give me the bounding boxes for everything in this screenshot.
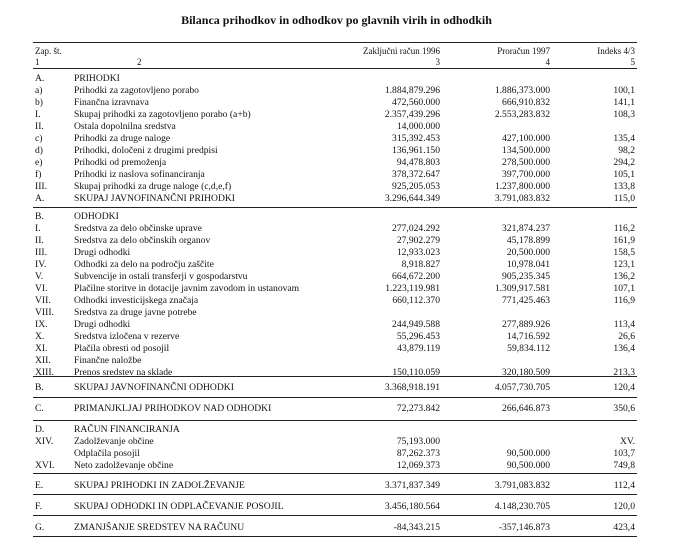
row-label: Plačila obresti od posojil [74,343,170,354]
row-label: Prihodki, določeni z drugimi predpisi [74,145,218,156]
row-value-1996: 3.368,918.191 [384,382,440,393]
row-index: 141,1 [613,97,635,108]
row-value-1996: 925,205.053 [392,181,440,192]
header-label-num: 2 [137,57,142,67]
table-row [0,460,673,471]
row-value-1996: 244,949.588 [392,319,440,330]
row-code: XIV. [35,436,54,447]
row-code: F. [35,501,42,512]
row-code: a) [35,85,43,96]
row-code: f) [35,169,42,180]
row-code: b) [35,97,43,108]
row-value-1997: 90,500.000 [506,448,550,459]
row-label: Sredstva za delo občinskih organov [74,235,211,246]
table-row [0,145,673,156]
row-value-1996: 3.296,644.349 [384,193,440,204]
table-row [0,259,673,270]
table-row [0,424,673,435]
rule-after-g [33,536,637,537]
row-code: X. [35,331,45,342]
table-row [0,295,673,306]
rule-after-b-total [33,397,637,398]
row-index: 136,2 [613,271,635,282]
row-label: SKUPAJ ODHODKI IN ODPLAČEVANJE POSOJIL [74,501,284,512]
row-label: Skupaj prihodki za druge naloge (c,d,e,f) [74,181,232,192]
row-label: Odplačila posojil [74,448,140,459]
row-code: B. [35,211,44,222]
row-label: SKUPAJ PRIHODKI IN ZADOLŽEVANJE [74,480,245,491]
row-value-1996: 75,193.000 [396,436,440,447]
rule-after-d [33,473,637,474]
row-index: 213,3 [613,367,635,378]
row-index: 120,4 [613,382,635,393]
header-v3-num: 5 [630,57,635,67]
header-v3: Indeks 4/3 [597,46,635,56]
row-value-1997: 666,910.832 [502,97,550,108]
header-code: Zap. št. [35,46,62,56]
row-label: Drugi odhodki [74,247,131,258]
row-code: XI. [35,343,48,354]
row-label: ZMANJŠANJE SREDSTEV NA RAČUNU [74,522,245,533]
row-value-1996: 2.357,439.296 [384,109,440,120]
row-label: ODHODKI [74,211,119,222]
row-index: 108,3 [613,109,635,120]
rule-header-top [33,42,637,43]
row-label: Prihodki za zagotovljeno porabo [74,85,199,96]
table-row [0,283,673,294]
row-value-1997: 905,235.345 [502,271,550,282]
row-code: VI. [35,283,48,294]
table-row [0,97,673,108]
row-label: Neto zadolževanje občine [74,460,174,471]
table-row [0,235,673,246]
row-code: XVI. [35,460,55,471]
row-value-1996: 1.884,879.296 [384,85,440,96]
row-value-1996: 12,069.373 [396,460,440,471]
header-v1-num: 3 [435,57,440,67]
row-value-1996: 3.456,180.564 [384,501,440,512]
row-code: G. [35,522,45,533]
table-row [0,181,673,192]
row-code: II. [35,235,44,246]
row-index: 423,4 [613,522,635,533]
row-index: 103,7 [613,448,635,459]
row-label: PRIHODKI [74,73,120,84]
header-v2: Proračun 1997 [497,46,550,56]
row-index: 161,9 [613,235,635,246]
row-value-1996: 8,918.827 [401,259,440,270]
row-value-1996: 14,000.000 [396,121,440,132]
table-row [0,355,673,366]
row-value-1996: -84,343.215 [393,522,440,533]
table-row [0,403,673,414]
row-value-1997: 3.791,083.832 [494,480,550,491]
row-code: IX. [35,319,48,330]
row-value-1996: 150,110.059 [392,367,440,378]
row-code: IV. [35,259,47,270]
row-index: 158,5 [613,247,635,258]
row-index: 26,6 [618,331,635,342]
row-code: c) [35,133,43,144]
row-index: 133,8 [613,181,635,192]
row-value-1996: 664,672.200 [392,271,440,282]
table-row [0,247,673,258]
row-value-1997: 320,180.509 [502,367,550,378]
table-row [0,121,673,132]
row-index: 116,9 [613,295,635,306]
row-code: I. [35,223,41,234]
row-code: A. [35,73,45,84]
row-code: A. [35,193,45,204]
table-row [0,133,673,144]
row-index: 294,2 [613,157,635,168]
row-value-1997: 14,716.592 [506,331,550,342]
row-value-1997: 277,889.926 [502,319,550,330]
row-index: 116,2 [613,223,635,234]
row-value-1996: 43,879.119 [397,343,440,354]
row-value-1996: 12,933.023 [396,247,440,258]
row-value-1997: 771,425.463 [502,295,550,306]
row-value-1997: 134,500.000 [502,145,550,156]
row-value-1996: 72,273.842 [396,403,440,414]
table-row [0,223,673,234]
row-label: Sredstva za delo občinske uprave [74,223,202,234]
row-label: Ostala dopolnilna sredstva [74,121,176,132]
table-row [0,367,673,378]
row-value-1997: 2.553,283.832 [494,109,550,120]
row-code: III. [35,181,47,192]
row-index: 100,1 [613,85,635,96]
row-code: D. [35,424,45,435]
row-label: Sredstva izločena v rezerve [74,331,180,342]
row-index: 120,0 [613,501,635,512]
table-row [0,480,673,491]
row-value-1996: 472,560.000 [392,97,440,108]
row-code: VII. [35,295,51,306]
row-label: Subvencije in ostali transferji v gospodarstvu [74,271,248,282]
table-row [0,193,673,204]
rule-after-f [33,515,637,516]
row-value-1997: 1.309,917.581 [494,283,550,294]
row-value-1997: 427,100.000 [502,133,550,144]
row-value-1996: 277,024.292 [392,223,440,234]
document-title: Bilanca prihodkov in odhodkov po glavnih virih in odhodkih [181,13,492,27]
row-index: XV. [619,436,635,447]
row-value-1996: 378,372.647 [392,169,440,180]
row-value-1997: -357,146.873 [498,522,550,533]
row-value-1997: 1.886,373.000 [494,85,550,96]
row-value-1997: 45,178.899 [506,235,550,246]
row-value-1997: 20,500.000 [506,247,550,258]
row-label: SKUPAJ JAVNOFINANČNI ODHODKI [74,382,234,393]
table-row [0,522,673,533]
rule-after-c [33,420,637,421]
row-value-1997: 397,700.000 [502,169,550,180]
header-v2-num: 4 [545,57,550,67]
row-value-1996: 55,296.453 [396,331,440,342]
table-row [0,307,673,318]
row-value-1997: 1.237,800.000 [494,181,550,192]
row-value-1996: 660,112.370 [392,295,440,306]
row-code: E. [35,480,44,491]
row-index: 749,8 [613,460,635,471]
table-row [0,331,673,342]
row-code: II. [35,121,44,132]
row-label: PRIMANJKLJAJ PRIHODKOV NAD ODHODKI [74,403,272,414]
rule-header-bottom [33,68,637,69]
row-label: Prihodki od premoženja [74,157,167,168]
table-row [0,85,673,96]
row-value-1996: 315,392.453 [392,133,440,144]
header-v1: Zaključni račun 1996 [363,46,440,56]
row-value-1997: 278,500.000 [502,157,550,168]
table-row [0,436,673,447]
row-value-1996: 3.371,837.349 [384,480,440,491]
table-row [0,211,673,222]
row-label: Finančna izravnava [74,97,149,108]
row-value-1997: 321,874.237 [502,223,550,234]
header-code-num: 1 [35,57,40,67]
table-row [0,501,673,512]
row-value-1997: 4.148,230.705 [494,501,550,512]
row-label: Odhodki za delo na področju zaščite [74,259,214,270]
row-code: XII. [35,355,51,366]
row-code: e) [35,157,43,168]
table-row [0,73,673,84]
row-index: 136,4 [613,343,635,354]
row-label: Skupaj prihodki za zagotovljeno porabo (a+b) [74,109,251,120]
row-code: d) [35,145,43,156]
row-value-1996: 1.223,119.981 [385,283,440,294]
row-value-1996: 136,961.150 [392,145,440,156]
row-index: 135,4 [613,133,635,144]
row-index: 350,6 [613,403,635,414]
row-index: 107,1 [613,283,635,294]
row-index: 98,2 [618,145,635,156]
row-index: 112,4 [613,480,635,491]
row-value-1997: 10,978.041 [506,259,550,270]
row-value-1997: 59,834.112 [507,343,550,354]
row-value-1997: 4.057,730.705 [494,382,550,393]
row-label: Drugi odhodki [74,319,131,330]
row-label: RAČUN FINANCIRANJA [74,424,180,435]
table-row [0,157,673,168]
row-value-1996: 94,478.803 [396,157,440,168]
row-code: III. [35,247,47,258]
row-index: 105,1 [613,169,635,180]
row-code: B. [35,382,44,393]
rule-after-e [33,494,637,495]
table-row [0,448,673,459]
row-value-1997: 266,646.873 [502,403,550,414]
row-code: V. [35,271,44,282]
row-label: SKUPAJ JAVNOFINANČNI PRIHODKI [74,193,235,204]
row-code: XIII. [35,367,54,378]
row-label: Plačilne storitve in dotacije javnim zavodom in ustanovam [74,283,300,294]
row-label: Prenos sredstev na sklade [74,367,173,378]
row-value-1997: 90,500.000 [506,460,550,471]
row-label: Odhodki investicijskega značaja [74,295,199,306]
row-code: VIII. [35,307,54,318]
table-row [0,382,673,393]
row-label: Prihodki iz naslova sofinanciranja [74,169,205,180]
row-label: Sredstva za druge javne potrebe [74,307,197,318]
table-row [0,109,673,120]
row-label: Zadolževanje občine [74,436,154,447]
row-code: C. [35,403,44,414]
row-index: 113,4 [613,319,635,330]
row-label: Prihodki za druge naloge [74,133,171,144]
row-code: I. [35,109,41,120]
rule-after-a [33,207,637,208]
table-row [0,169,673,180]
table-row [0,271,673,282]
row-index: 123,1 [613,259,635,270]
row-value-1996: 87,262.373 [396,448,440,459]
row-index: 115,0 [613,193,635,204]
row-label: Finančne naložbe [74,355,142,366]
table-row [0,319,673,330]
row-value-1997: 3.791,083.832 [494,193,550,204]
row-value-1996: 27,902.279 [396,235,440,246]
table-row [0,343,673,354]
